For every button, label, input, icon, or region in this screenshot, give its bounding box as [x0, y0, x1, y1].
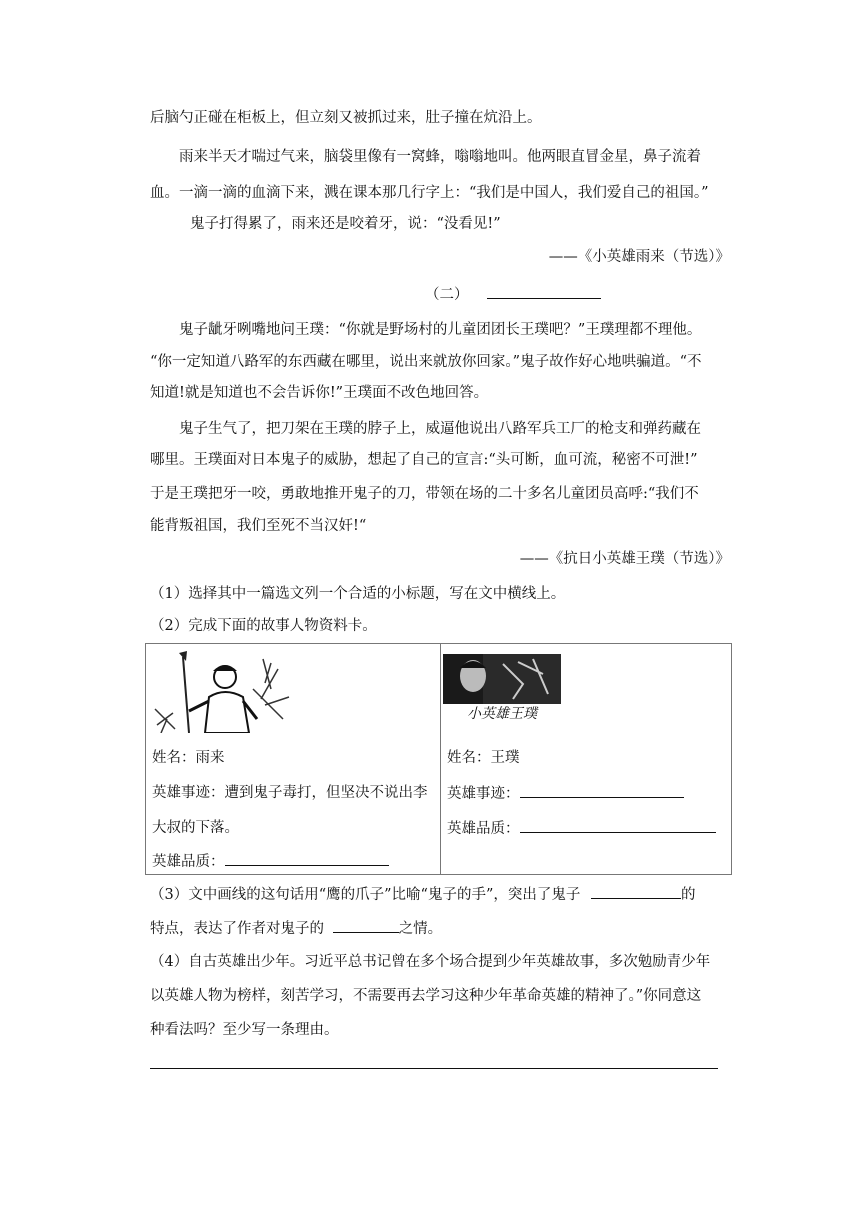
question-3-text-d: 之情。: [398, 921, 443, 937]
question-3: [150, 884, 730, 905]
yulai-quality-blank[interactable]: [225, 851, 389, 866]
passage2-paragraph1: 鬼子龇牙咧嘴地问王璞：“你就是野场村的儿童团团长王璞吧？”王璞理都不理他。: [179, 322, 702, 338]
wangpu-quality-label: 英雄品质：: [447, 821, 520, 837]
yulai-deed-cont: 大叔的下落。: [152, 820, 239, 836]
wangpu-caption: 小英雄王璞: [467, 706, 537, 722]
passage1-tail: 后脑勺正碰在柜板上，但立刻又被抓过来，肚子撞在炕沿上。: [150, 110, 542, 126]
question-4-cont2: 种看法吗？至少写一条理由。: [150, 1022, 339, 1038]
question-3-blank-1[interactable]: [591, 884, 681, 899]
yulai-deed: 英雄事迹：遭到鬼子毒打，但坚决不说出李: [152, 785, 428, 801]
yulai-name: 姓名：雨来: [152, 750, 225, 766]
section2-heading: [425, 284, 625, 305]
question-4-answer-line[interactable]: [150, 1068, 718, 1069]
question-3-text-a: （3）文中画线的这句话用“鹰的爪子”比喻“鬼子的手”，突出了鬼子: [150, 887, 581, 903]
hero-info-card: [145, 643, 732, 875]
wangpu-name: 姓名：王璞: [447, 750, 520, 766]
question-4-cont: 以英雄人物为榜样，刻苦学习，不需要再去学习这种少年革命英雄的精神了。”你同意这: [150, 988, 702, 1004]
card-cell-yulai: [146, 644, 441, 875]
wangpu-deed-blank[interactable]: [520, 783, 684, 798]
question-2: （2）完成下面的故事人物资料卡。: [150, 618, 377, 634]
passage2-paragraph2-cont3: 能背叛祖国，我们至死不当汉奸!“: [150, 518, 367, 534]
wangpu-quality-row: [447, 818, 716, 839]
passage2-paragraph2: 鬼子生气了，把刀架在王璞的脖子上，威逼他说出八路军兵工厂的枪支和弹药藏在: [179, 421, 701, 437]
wangpu-illustration: [443, 654, 561, 722]
question-1: （1）选择其中一篇选文列一个合适的小标题，写在文中横线上。: [150, 586, 566, 602]
passage1-paragraph-cont: 血。一滴一滴的血滴下来，溅在课本那几行字上：“我们是中国人，我们爱自己的祖国。”: [150, 185, 709, 201]
question-3-text-b: 的: [680, 887, 696, 903]
passage2-paragraph1-cont2: 知道!就是知道也不会告诉你!”王璞面不改色地回答。: [150, 385, 489, 401]
yulai-quality-row: [152, 851, 389, 872]
wangpu-deed-label: 英雄事迹：: [447, 786, 520, 802]
yulai-illustration: [153, 649, 293, 733]
passage1-paragraph: 雨来半天才喘过气来，脑袋里像有一窝蜂，嗡嗡地叫。他两眼直冒金星，鼻子流着: [179, 149, 701, 165]
passage2-source: ——《抗日小英雄王璞（节选）》: [519, 551, 730, 567]
passage2-paragraph1-cont: “你一定知道八路军的东西藏在哪里，说出来就放你回家。”鬼子故作好心地哄骗道。“不: [150, 354, 702, 370]
passage1-source: ——《小英雄雨来（节选）》: [548, 249, 730, 265]
yulai-quality-label: 英雄品质：: [152, 854, 225, 870]
wangpu-quality-blank[interactable]: [520, 818, 716, 833]
question-3-blank-2[interactable]: [333, 918, 399, 933]
wangpu-deed-row: [447, 783, 684, 804]
section2-label: （二）: [425, 287, 469, 303]
section2-title-blank[interactable]: [487, 284, 601, 299]
question-3-cont: [150, 918, 730, 939]
passage2-paragraph2-cont: 哪里。王璞面对日本鬼子的威胁，想起了自己的宣言:“头可断，血可流，秘密不可泄!”: [150, 452, 698, 468]
question-4: （4）自古英雄出少年。习近平总书记曾在多个场合提到少年英雄故事，多次勉励青少年: [150, 954, 711, 970]
card-cell-wangpu: [441, 644, 732, 875]
passage2-paragraph2-cont2: 于是王璞把牙一咬，勇敢地推开鬼子的刀，带领在场的二十多名儿童团员高呼:“我们不: [150, 486, 699, 502]
question-3-text-c: 特点，表达了作者对鬼子的: [150, 921, 324, 937]
passage1-paragraph3: 鬼子打得累了，雨来还是咬着牙，说：“没看见!”: [190, 216, 501, 232]
